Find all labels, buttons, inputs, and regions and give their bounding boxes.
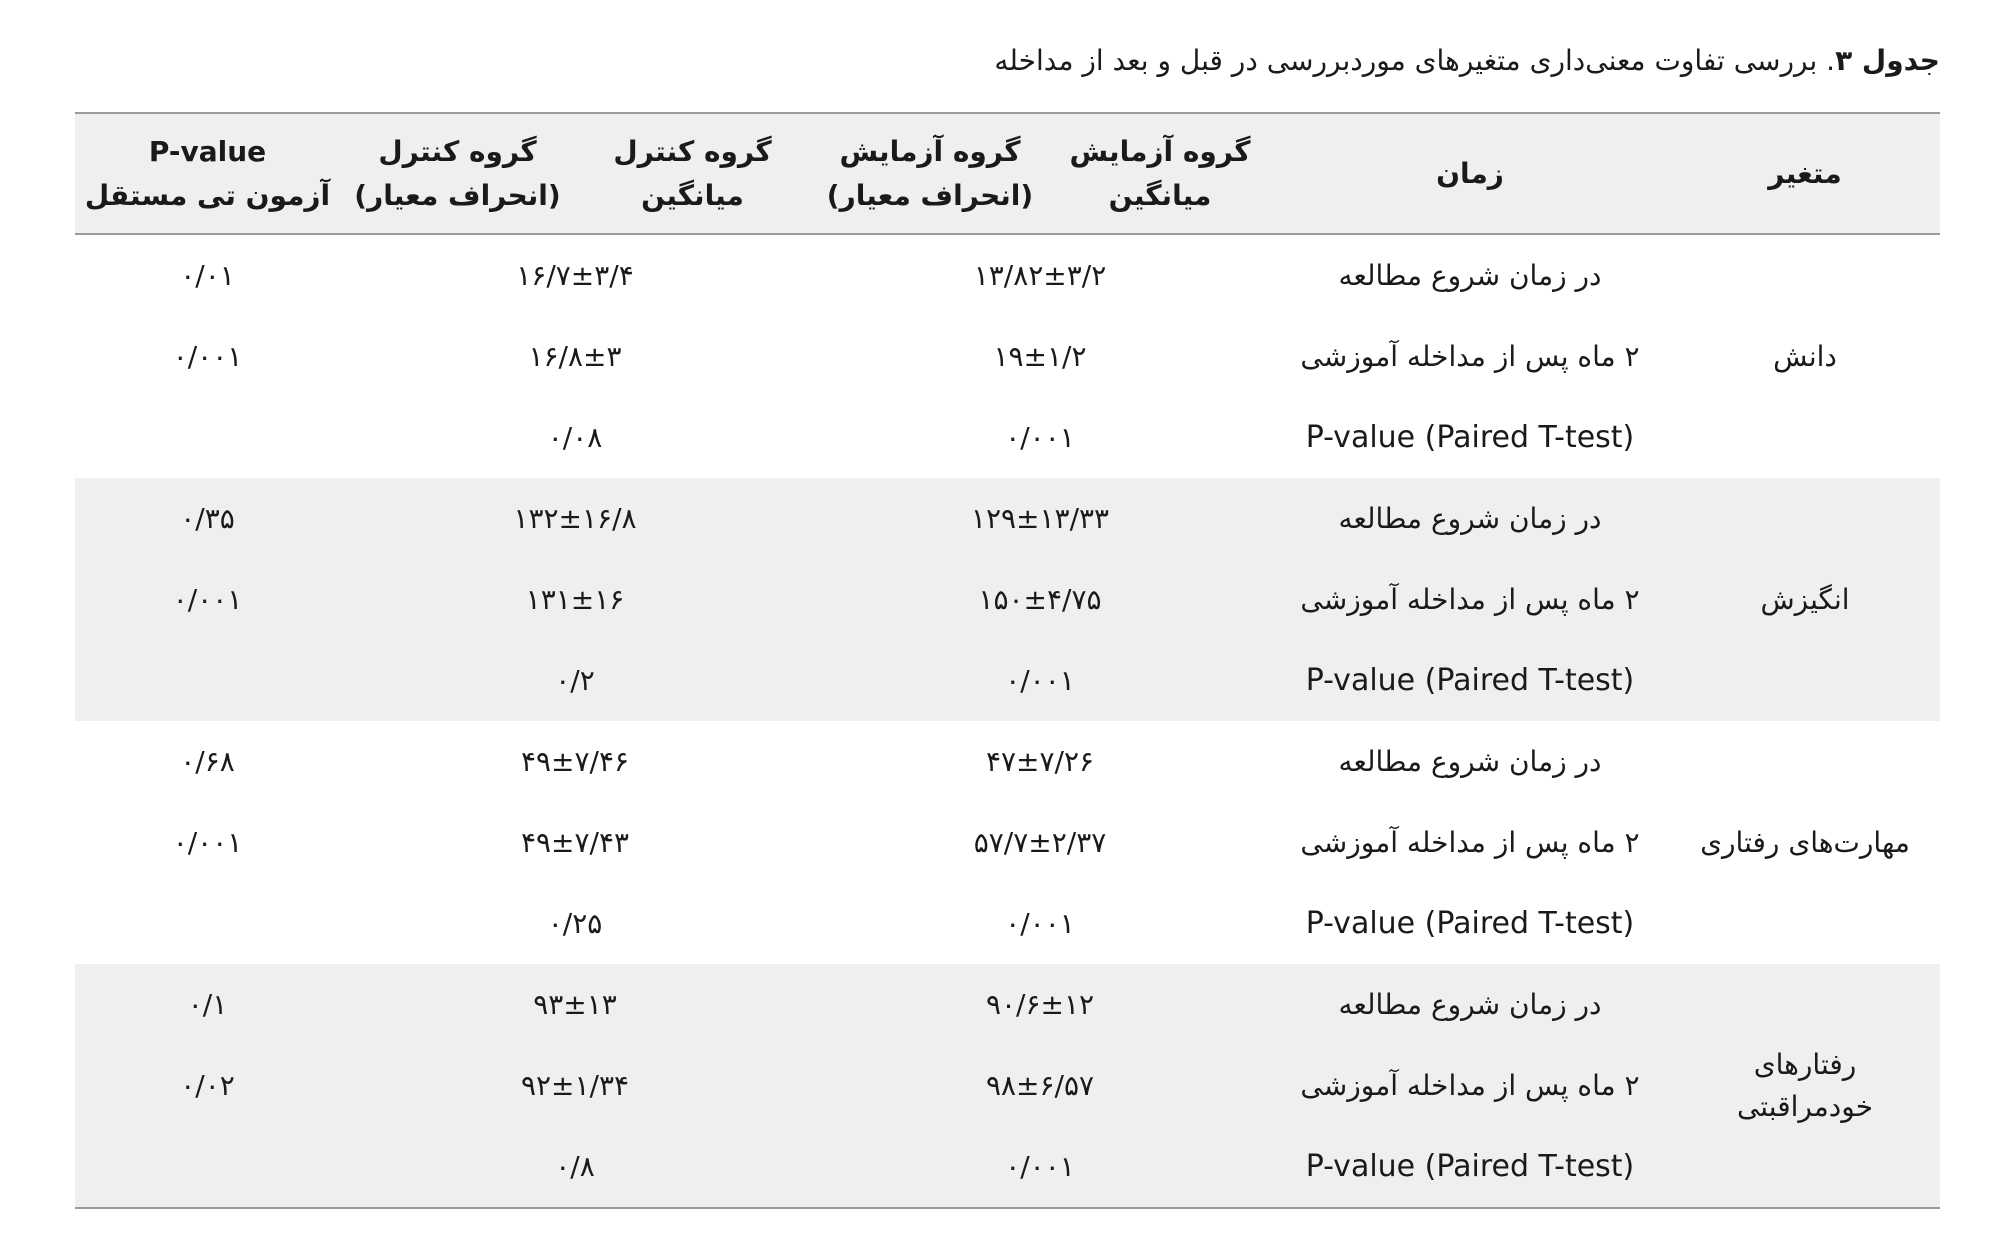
table-row [75,397,1940,478]
time-cell: در زمان شروع مطالعه [1338,988,1602,1021]
table-row [75,1045,1940,1126]
pvalue-cell: ۰/۰۱ [180,259,235,292]
table-row [75,559,1940,640]
pvalue-cell: ۰/۳۵ [180,502,235,535]
table-header [75,113,1940,234]
exp-cell: ۰/۰۰۱ [1005,907,1075,940]
exp-cell: ۱۳/۸۲±۳/۲ [973,259,1107,292]
table-row [75,478,1940,559]
table-row [75,234,1940,316]
time-cell: در زمان شروع مطالعه [1338,259,1602,292]
time-cell: ۲ ماه پس از مداخله آموزشی [1300,1069,1640,1102]
time-cell: ۲ ماه پس از مداخله آموزشی [1300,826,1640,859]
ctrl-cell: ۰/۲۵ [547,907,603,940]
time-cell: P-value (Paired T-test) [1305,420,1635,455]
ctrl-cell: ۴۹±۷/۴۳ [520,826,630,859]
exp-cell: ۱۹±۱/۲ [993,340,1087,373]
time-cell: ۲ ماه پس از مداخله آموزشی [1300,583,1640,616]
exp-cell: ۰/۰۰۱ [810,1126,1270,1208]
ctrl-cell: ۴۹±۷/۴۶ [520,745,630,778]
table-row [75,721,1940,802]
header-time: زمان [1270,113,1670,234]
table-row [75,802,1940,883]
exp-cell: ۹۰/۶±۱۲ [985,988,1095,1021]
time-cell: P-value (Paired T-test) [1270,1126,1670,1208]
ctrl-cell: ۰/۲ [555,664,595,697]
exp-cell: ۵۷/۷±۲/۳۷ [973,826,1107,859]
group-behavioral-skills [75,721,1940,964]
header-row [75,113,1940,234]
header-pvalue: P-value آزمون تی مستقل [75,113,340,234]
pvalue-cell: ۰/۱ [187,988,228,1021]
caption-text: . بررسی تفاوت معنی‌داری متغیرهای موردبررسی در قبل و بعد از مداخله [994,44,1836,77]
ctrl-cell: ۱۶/۷±۳/۴ [516,259,634,292]
variable-cell: انگیزش [1760,582,1850,616]
time-cell: P-value (Paired T-test) [1305,906,1635,941]
results-table-wrapper [75,112,1940,1209]
variable-cell: مهارت‌های رفتاری [1700,825,1910,859]
time-cell: در زمان شروع مطالعه [1338,745,1602,778]
exp-cell: ۹۸±۶/۵۷ [985,1069,1095,1102]
pvalue-cell [75,640,340,721]
header-ctrl-mean: گروه کنترل میانگین [575,113,810,234]
pvalue-cell: ۰/۰۰۱ [172,826,243,859]
results-table [75,112,1940,1209]
time-cell: ۲ ماه پس از مداخله آموزشی [1300,340,1640,373]
exp-cell: ۱۵۰±۴/۷۵ [978,583,1102,616]
ctrl-cell: ۰/۰۸ [547,421,603,454]
pvalue-cell [75,883,340,964]
pvalue-cell: ۰/۰۰۱ [172,583,243,616]
ctrl-cell: ۱۶/۸±۳ [528,340,622,373]
variable-cell: رفتارهای خودمراقبتی [1670,964,1940,1208]
exp-cell: ۴۷±۷/۲۶ [985,745,1095,778]
ctrl-cell: ۰/۸ [340,1126,810,1208]
group-knowledge [75,234,1940,478]
group-motivation [75,478,1940,721]
header-ctrl-sd: گروه کنترل (انحراف معیار) [340,113,575,234]
table-caption [994,44,1940,77]
table-row [75,1126,1940,1208]
time-cell: P-value (Paired T-test) [1305,663,1635,698]
header-variable: متغیر [1670,113,1940,234]
group-self-care [75,964,1940,1208]
pvalue-cell [75,1126,340,1208]
pvalue-cell: ۰/۰۰۱ [172,340,243,373]
ctrl-cell: ۹۲±۱/۳۴ [520,1069,630,1102]
table-row [75,964,1940,1045]
table-row [75,640,1940,721]
pvalue-cell: ۰/۶۸ [180,745,235,778]
ctrl-cell: ۱۳۲±۱۶/۸ [513,502,637,535]
variable-cell: دانش [1773,339,1837,373]
pvalue-cell: ۰/۰۲ [180,1069,235,1102]
exp-cell: ۰/۰۰۱ [1005,664,1075,697]
ctrl-cell: ۹۳±۱۳ [533,988,617,1021]
caption-label: جدول ۳ [1835,44,1940,77]
exp-cell: ۰/۰۰۱ [1005,421,1075,454]
header-exp-mean: گروه آزمایش میانگین [1050,113,1270,234]
header-exp-sd: گروه آزمایش (انحراف معیار) [810,113,1050,234]
table-row [75,316,1940,397]
pvalue-cell [75,397,340,478]
time-cell: در زمان شروع مطالعه [1338,502,1602,535]
exp-cell: ۱۲۹±۱۳/۳۳ [970,502,1110,535]
table-row [75,883,1940,964]
ctrl-cell: ۱۳۱±۱۶ [525,583,625,616]
